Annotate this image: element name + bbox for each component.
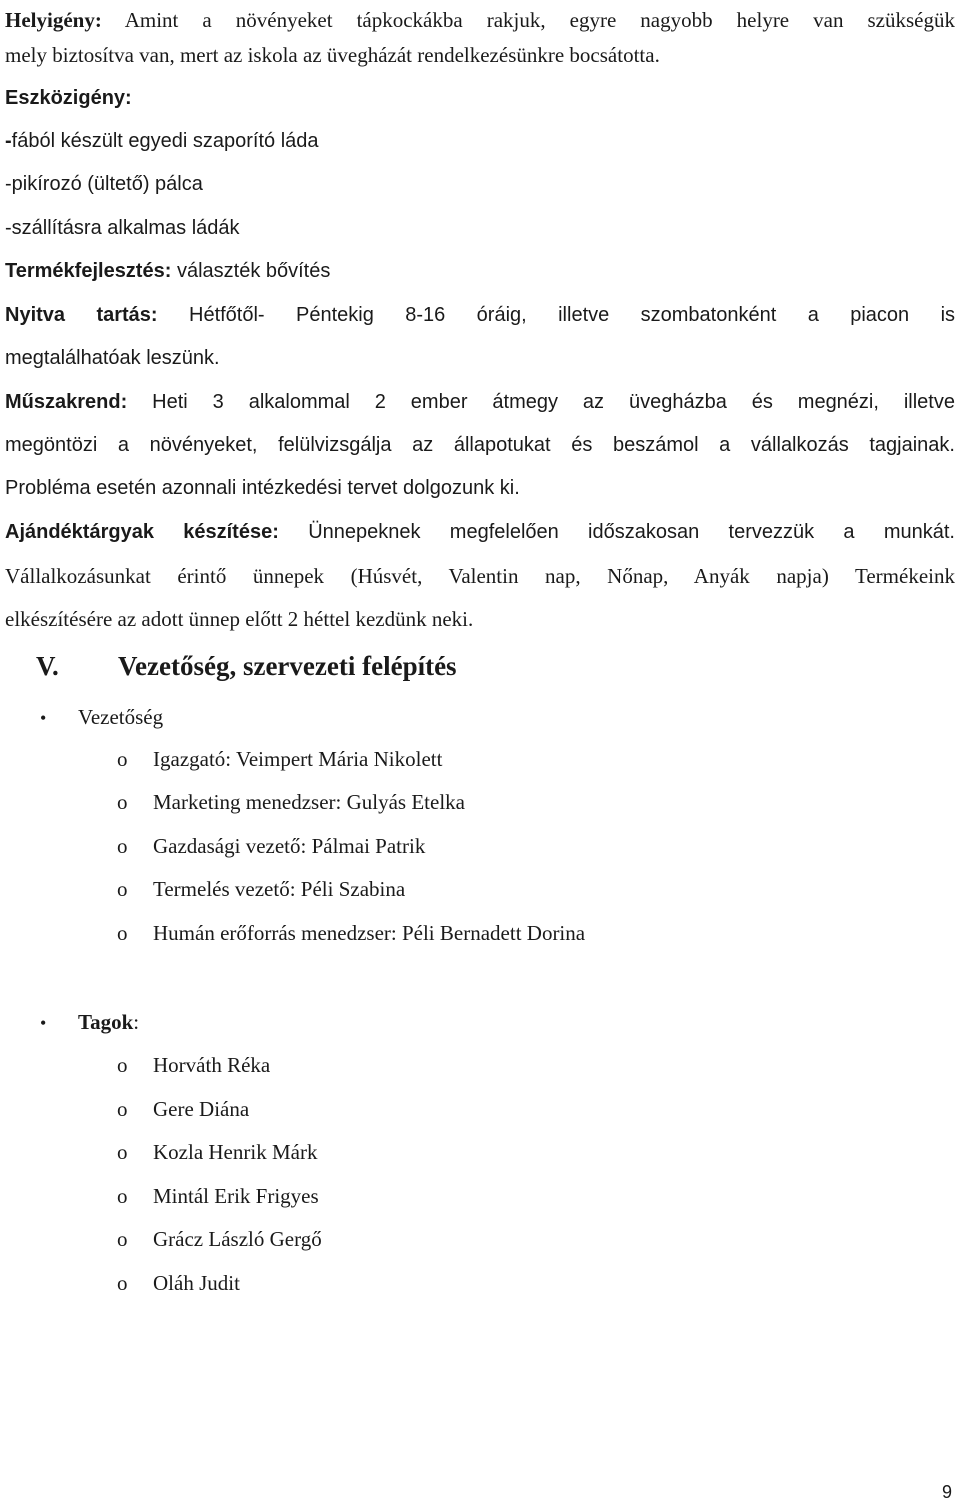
vezetoseg-list-item: o Gazdasági vezető: Pálmai Patrik	[117, 830, 817, 862]
circle-bullet-icon: o	[117, 1184, 128, 1208]
ajandek-line-1: Ajándéktárgyak készítése: Ünnepeknek megfelelően időszakosan tervezzük a munkát.	[5, 521, 955, 543]
eszkozigeny-item: -pikírozó (ültető) pálca	[5, 173, 203, 195]
tagok-list-item: o Oláh Judit	[117, 1267, 817, 1299]
vezetoseg-bullet-item	[40, 701, 640, 734]
page-number: 9	[941, 1482, 952, 1502]
vezetoseg-list-item: o Termelés vezető: Péli Szabina	[117, 873, 817, 905]
eszkozigeny-item: -fából készült egyedi szaporító láda	[5, 130, 319, 152]
ajandek-label: Ajándéktárgyak készítése:	[5, 521, 279, 543]
circle-bullet-icon: o	[117, 834, 128, 858]
circle-bullet-icon: o	[117, 921, 128, 945]
vezetoseg-list-item: o Humán erőforrás menedzser: Péli Bernadett Dorina	[117, 917, 817, 949]
tagok-list-item: o Horváth Réka	[117, 1049, 817, 1081]
ajandek-line-3: elkészítésére az adott ünnep előtt 2 héttel kezdünk neki.	[5, 607, 474, 631]
bullet-icon: •	[40, 708, 47, 728]
circle-bullet-icon: o	[117, 1140, 128, 1164]
helyigeny-label: Helyigény:	[5, 8, 102, 32]
section-heading	[36, 648, 736, 684]
circle-bullet-icon: o	[117, 1053, 128, 1077]
termekfejlesztes-line: Termékfejlesztés: választék bővítés	[5, 260, 331, 282]
bullet-icon: •	[40, 1013, 47, 1033]
nyitvatartas-line-1: Nyitva tartás: Hétfőtől- Péntekig 8-16 óráig, illetve szombatonként a piacon is	[5, 304, 955, 326]
circle-bullet-icon: o	[117, 790, 128, 814]
vezetoseg-title: Vezetőség	[78, 705, 164, 729]
tagok-title: Tagok	[78, 1010, 134, 1034]
circle-bullet-icon: o	[117, 877, 128, 901]
muszakrend-line-2: megöntözi a növényeket, felülvizsgálja az állapotukat és beszámol a vállalkozás tagjainak.	[5, 434, 955, 456]
tagok-bullet-item: • Tagok:	[40, 1006, 640, 1039]
muszakrend-label: Műszakrend:	[5, 391, 128, 413]
helyigeny-text: Amint a növényeket tápkockákba rakjuk, egyre nagyobb helyre van szükségük	[124, 8, 955, 32]
nyitvatartas-line-2: megtalálhatóak leszünk.	[5, 347, 220, 369]
tagok-list-item: o Gere Diána	[117, 1093, 817, 1125]
helyigeny-line-2: mely biztosítva van, mert az iskola az üvegházát rendelkezésünkre bocsátotta.	[5, 43, 660, 67]
termekfejlesztes-label: Termékfejlesztés:	[5, 260, 172, 282]
eszkozigeny-item: -szállításra alkalmas ládák	[5, 217, 240, 239]
nyitvatartas-label: Nyitva tartás:	[5, 304, 158, 326]
tagok-list-item: o Grácz László Gergő	[117, 1223, 817, 1255]
section-title: Vezetőség, szervezeti felépítés	[118, 651, 457, 681]
vezetoseg-list-item: o Marketing menedzser: Gulyás Etelka	[117, 786, 817, 818]
muszakrend-line-1: Műszakrend: Heti 3 alkalommal 2 ember átmegy az üvegházba és megnézi, illetve	[5, 391, 955, 413]
muszakrend-line-3: Probléma esetén azonnali intézkedési tervet dolgozunk ki.	[5, 477, 520, 499]
section-number: V.	[36, 651, 59, 681]
circle-bullet-icon: o	[117, 1271, 128, 1295]
circle-bullet-icon: o	[117, 747, 128, 771]
circle-bullet-icon: o	[117, 1097, 128, 1121]
circle-bullet-icon: o	[117, 1227, 128, 1251]
ajandek-line-2: Vállalkozásunkat érintő ünnepek (Húsvét, Valentin nap, Nőnap, Anyák napja) Termékeink	[5, 564, 955, 588]
tagok-list-item: o Mintál Erik Frigyes	[117, 1180, 817, 1212]
vezetoseg-list-item: o Igazgató: Veimpert Mária Nikolett	[117, 743, 817, 775]
tagok-list-item: o Kozla Henrik Márk	[117, 1136, 817, 1168]
eszkozigeny-label: Eszközigény:	[5, 87, 132, 109]
